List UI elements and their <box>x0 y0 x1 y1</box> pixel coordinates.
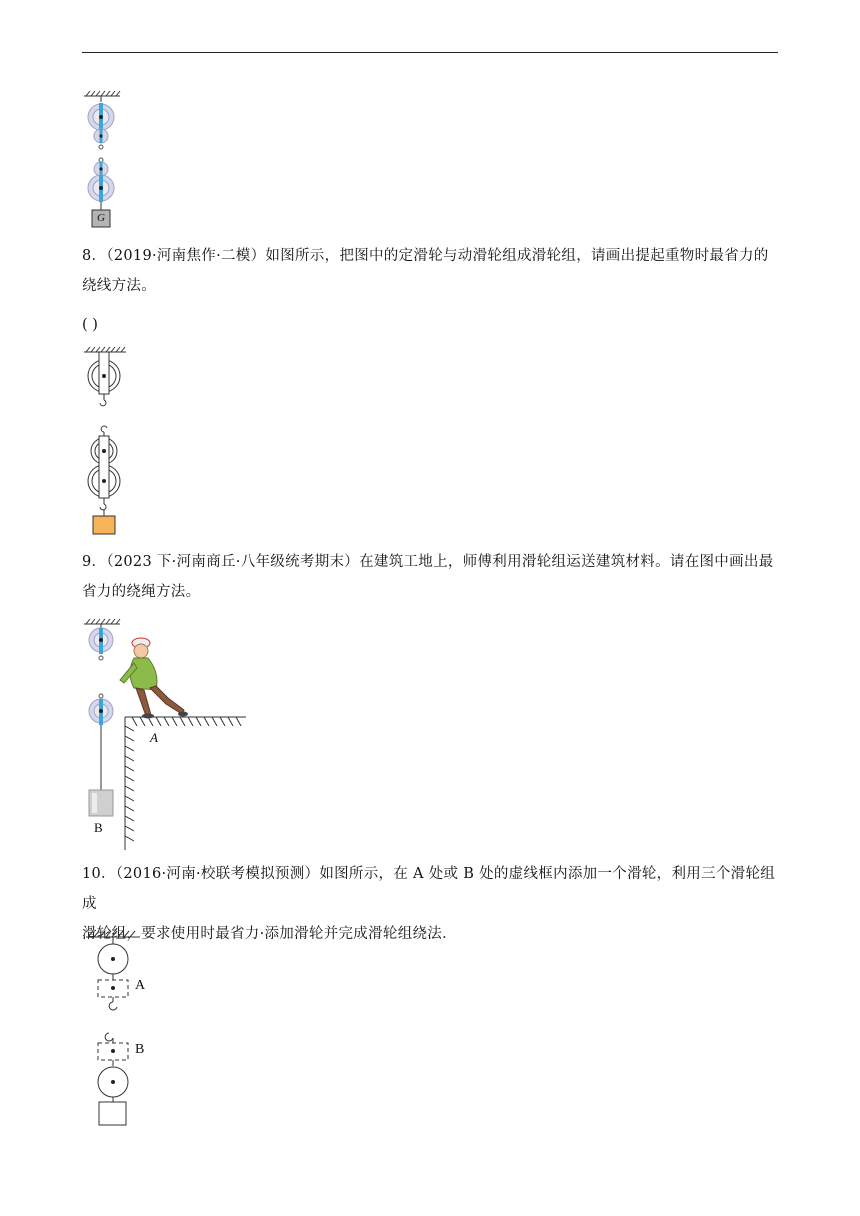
question-9-line-2: 省力的绕绳方法。 <box>82 584 201 600</box>
construction-scene-figure <box>84 618 254 853</box>
question-10-line-1: 10．（2016·河南·校联考模拟预测）如图所示，在 A 处或 B 处的虚线框内添加一个滑轮，利用三个滑轮组成 <box>82 866 776 912</box>
question-10 <box>82 859 782 949</box>
box-label-a: A <box>135 978 146 993</box>
pulley-figure-2 <box>84 346 144 536</box>
question-9 <box>82 547 782 607</box>
header-rule <box>82 52 778 53</box>
answer-blank: ( ) <box>82 317 98 333</box>
weight-label-g: G <box>97 212 105 224</box>
question-8-line-1: 8．（2019·河南焦作·二模）如图所示，把图中的定滑轮与动滑轮组成滑轮组，请画出提起重物时最省力的 <box>82 248 769 264</box>
question-8-line-2: 绕线方法。 <box>82 278 156 294</box>
pulley-figure-1 <box>84 90 144 235</box>
box-label-b: B <box>135 1042 145 1057</box>
question-8 <box>82 241 782 301</box>
question-10-line-2: 滑轮组，要求使用时最省力·添加滑轮并完成滑轮组绕法． <box>82 926 457 942</box>
worker-illustration <box>120 638 188 719</box>
question-9-line-1: 9．（2023 下·河南商丘·八年级统考期末）在建筑工地上，师傅利用滑轮组运送建筑材料。请在图中画出最 <box>82 554 774 570</box>
pulley-figure-4 <box>84 928 164 1128</box>
block-label-b: B <box>94 820 103 835</box>
point-label-a: A <box>150 730 158 745</box>
